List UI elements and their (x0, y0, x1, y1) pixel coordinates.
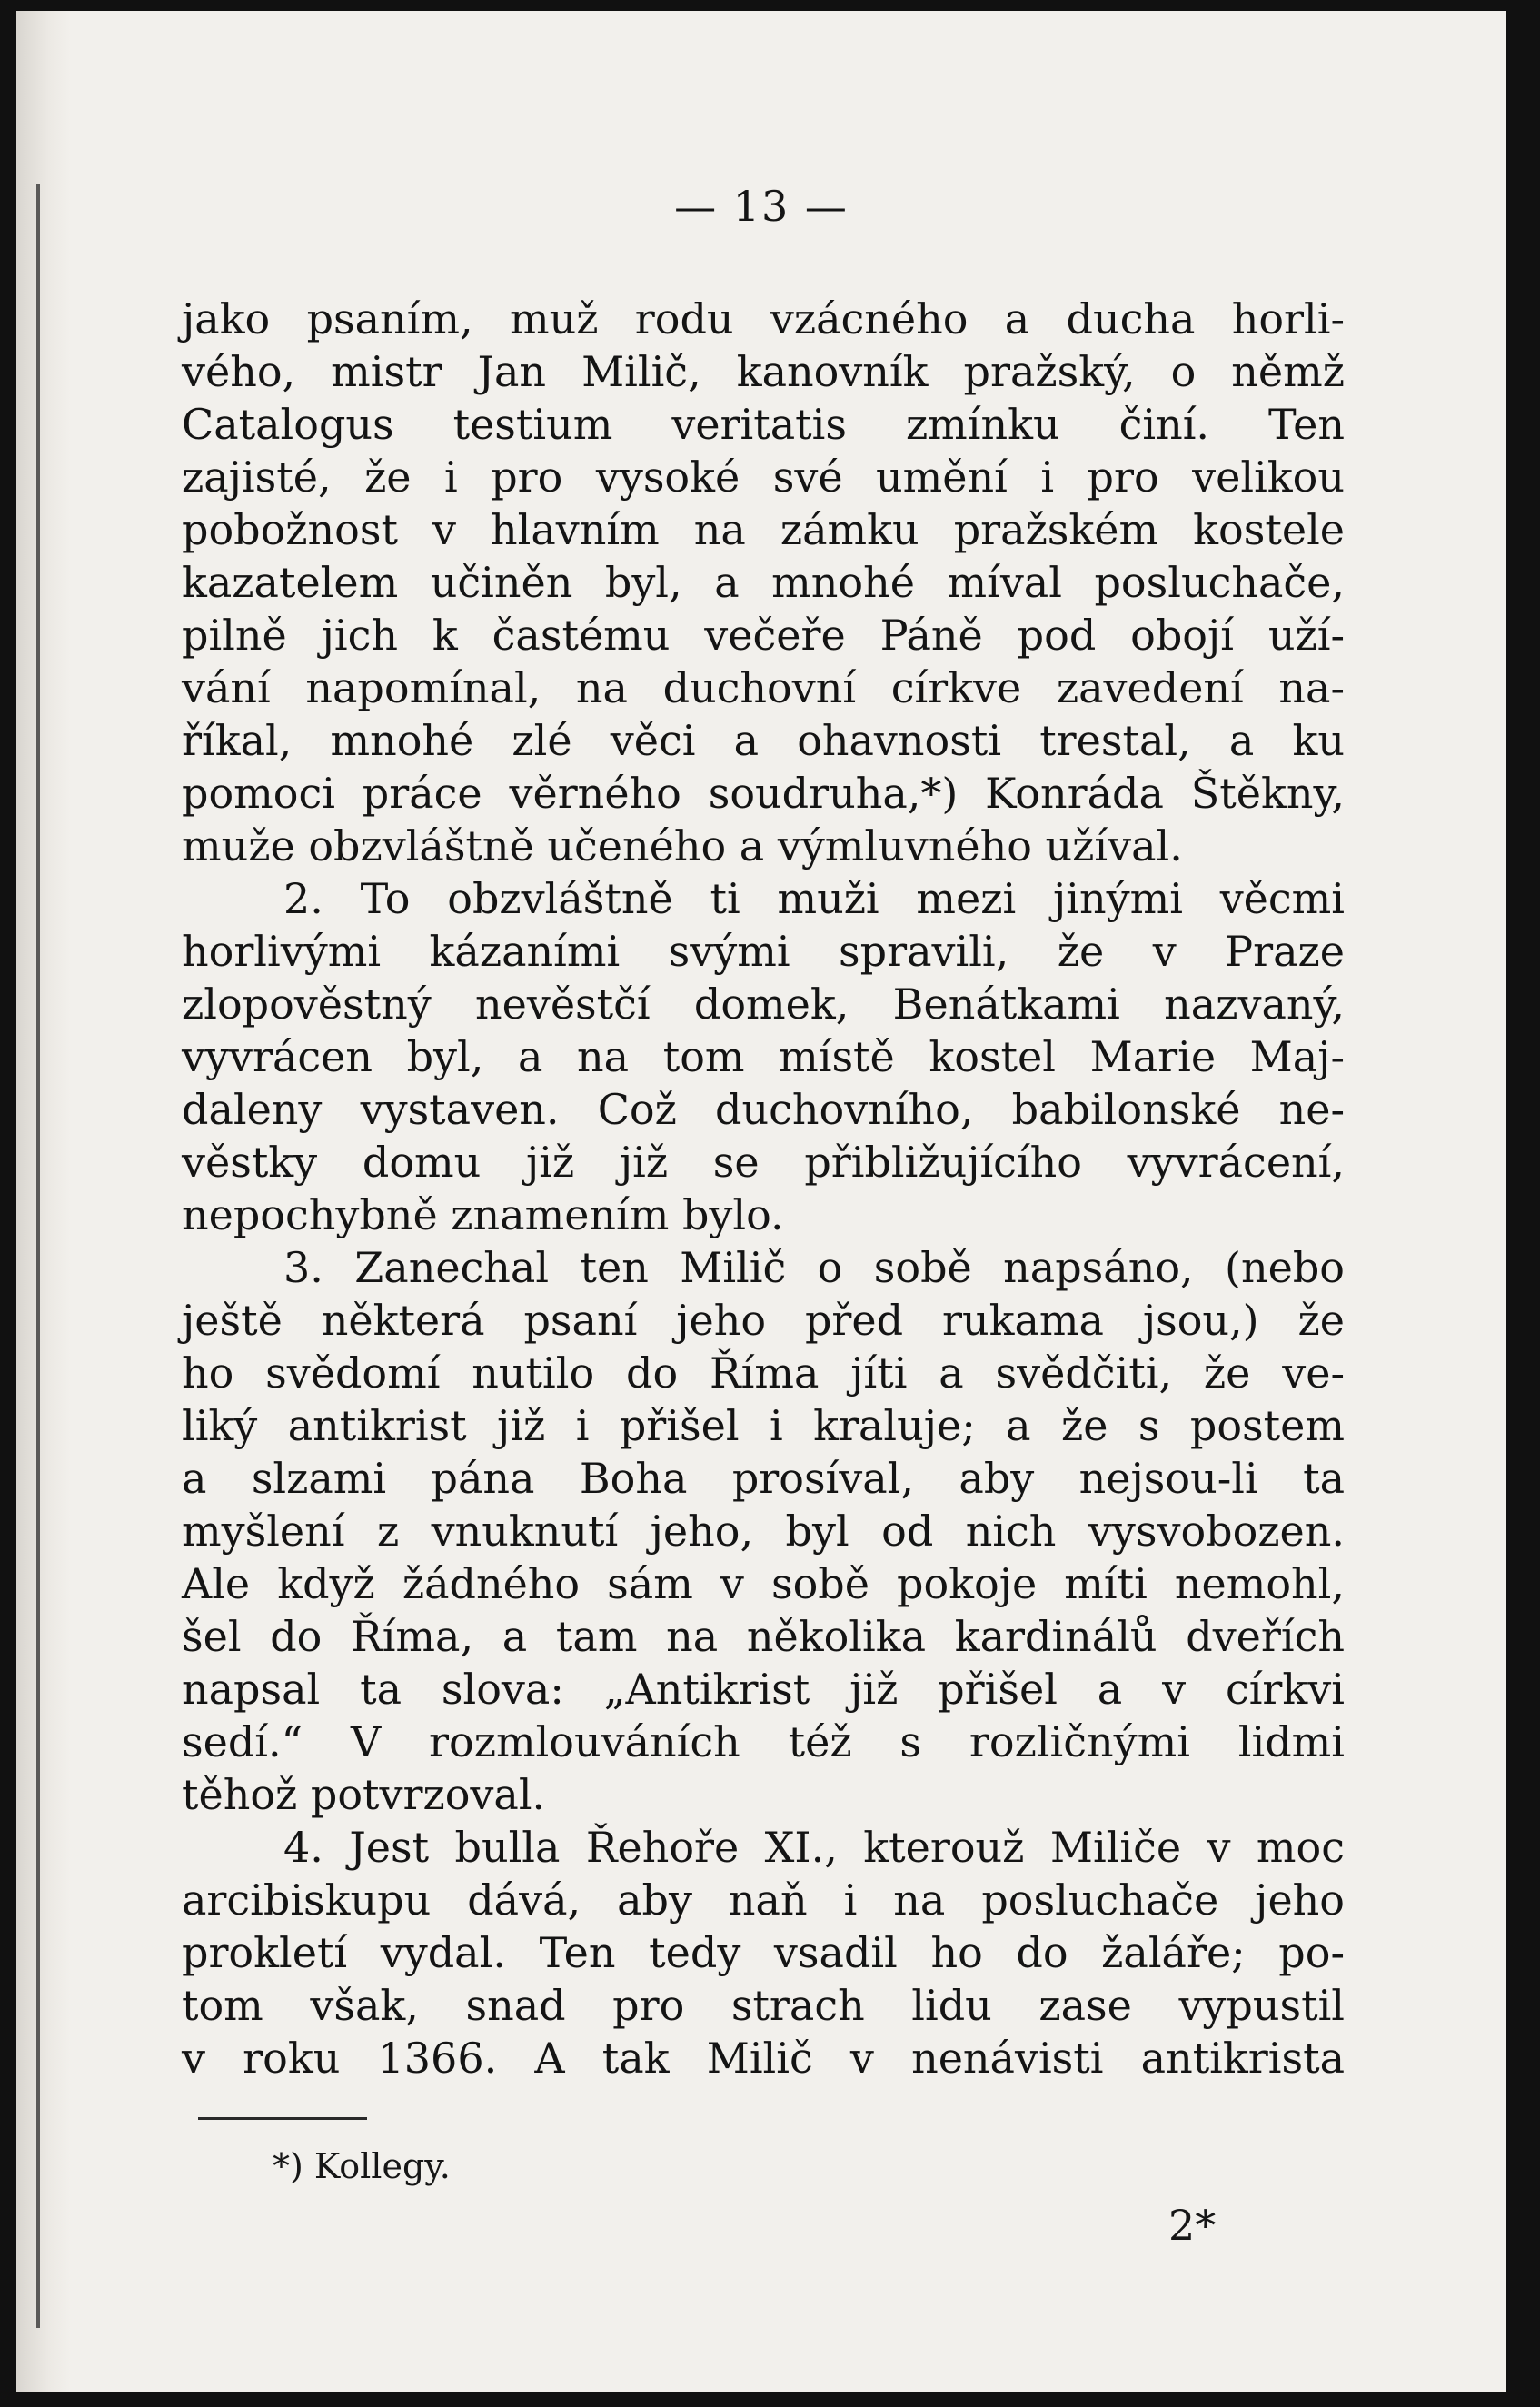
text-line: vého, mistr Jan Milič, kanovník pražský, o němž (182, 347, 1345, 396)
text-line: 4. Jest bulla Řehoře XI., kterouž Miliče v moc (283, 1823, 1345, 1872)
signature-mark: 2* (1168, 2201, 1217, 2250)
text-line: pilně jich k častému večeře Páně pod obojí uží- (182, 611, 1345, 660)
footnote: *) Kollegy. (273, 2146, 451, 2186)
text-line: arcibiskupu dává, aby naň i na posluchače jeho (182, 1875, 1345, 1925)
text-line: nepochybně znamením bylo. (182, 1190, 784, 1239)
text-line: liký antikrist již i přišel i kraluje; a že s postem (182, 1401, 1345, 1450)
text-line: muže obzvláštně učeného a výmluvného užíval. (182, 821, 1183, 870)
text-line: vyvrácen byl, a na tom místě kostel Marie Maj- (182, 1032, 1345, 1081)
book-page (16, 11, 1506, 2392)
text-line: pobožnost v hlavním na zámku pražském kostele (182, 505, 1345, 554)
text-line: pomoci práce věrného soudruha,*) Konráda Štěkny, (182, 769, 1345, 818)
text-line: myšlení z vnuknutí jeho, byl od nich vysvobozen. (182, 1507, 1345, 1556)
page-number: — 13 — (674, 182, 849, 231)
text-line: ještě některá psaní jeho před rukama jsou,) že (182, 1296, 1345, 1345)
text-line: tom však, snad pro strach lidu zase vypustil (182, 1981, 1345, 2030)
footnote-rule (198, 2117, 367, 2120)
body-text (182, 293, 1345, 2084)
text-line: 3. Zanechal ten Milič o sobě napsáno, (nebo (283, 1243, 1345, 1292)
text-line: kazatelem učiněn byl, a mnohé míval posluchače, (182, 558, 1345, 607)
text-line: vání napomínal, na duchovní církve zavedení na- (182, 663, 1345, 712)
text-line: Catalogus testium veritatis zmínku činí. Ten (182, 400, 1345, 449)
text-line: zajisté, že i pro vysoké své umění i pro velikou (182, 453, 1345, 502)
text-line: 2. To obzvláštně ti muži mezi jinými věcmi (283, 874, 1345, 923)
text-line: těhož potvrzoval. (182, 1770, 546, 1819)
text-line: ho svědomí nutilo do Říma jíti a svědčiti, že ve- (182, 1348, 1345, 1397)
text-line: zlopověstný nevěstčí domek, Benátkami nazvaný, (182, 980, 1345, 1029)
text-line: daleny vystaven. Což duchovního, babilonské ne- (182, 1085, 1345, 1134)
text-line: šel do Říma, a tam na několika kardinálů dveřích (182, 1612, 1345, 1661)
text-line: jako psaním, muž rodu vzácného a ducha horli- (182, 294, 1345, 343)
text-line: říkal, mnohé zlé věci a ohavnosti trestal, a ku (182, 716, 1345, 765)
text-line: věstky domu již již se přibližujícího vyvrácení, (182, 1138, 1345, 1187)
text-line: sedí.“ V rozmlouváních též s rozličnými lidmi (182, 1717, 1345, 1766)
page-binding-shadow (16, 11, 71, 2392)
left-margin-rule (36, 184, 40, 2328)
text-line: prokletí vydal. Ten tedy vsadil ho do žaláře; po- (182, 1928, 1345, 1977)
text-line: Ale když žádného sám v sobě pokoje míti nemohl, (182, 1559, 1345, 1608)
text-line: v roku 1366. A tak Milič v nenávisti antikrista (182, 2034, 1345, 2083)
text-line: napsal ta slova: „Antikrist již přišel a v církvi (182, 1665, 1345, 1714)
text-line: horlivými kázaními svými spravili, že v Praze (182, 927, 1345, 976)
text-line: a slzami pána Boha prosíval, aby nejsou-li ta (182, 1454, 1345, 1503)
